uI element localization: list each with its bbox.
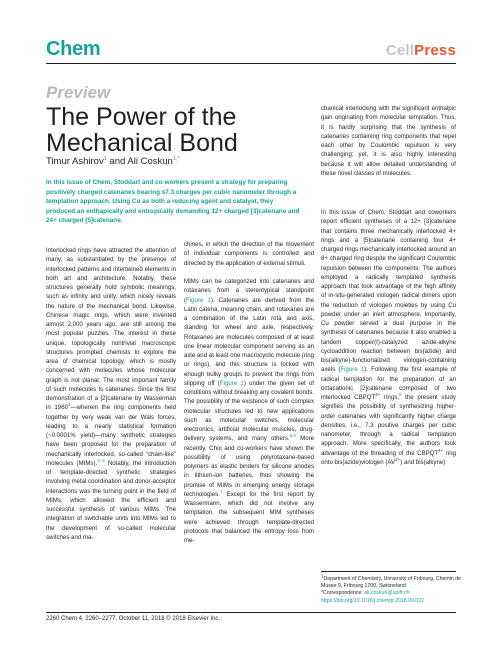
body-paragraph: chanical interlocking with the significant enthalpic gain originating from molecular templation. Thus, it is hardly surprising that the synthesis of catenanes containing ring components that repel each other by Coulombic repulsion is very challenging; yet, it is also highly interesting because it will allow detailed understanding of these novel classes of molecules. (321, 105, 456, 177)
reference-marker[interactable]: 2–4 (97, 457, 105, 463)
charge-superscript: 4+ (375, 391, 381, 397)
figure-link[interactable]: Figure 1 (219, 379, 244, 387)
reference-marker[interactable]: 8 (398, 391, 402, 397)
figure-link[interactable]: Figure 1 (340, 366, 365, 374)
header-divider (46, 63, 456, 64)
article-summary: In this issue of Chem, Stoddart and co-workers present a strategy for preparing positively charged catenanes bearing ≤7.3 charges per cubic nanometer through a templation approach. Using Cu as both a reducing agent and catalyst, they produced an enthapically and entropically demanding 12+ charged [3]catenane and 24+ charged [5]catenane. (46, 179, 300, 225)
journal-name: Chem (46, 38, 101, 60)
affiliation-divider (321, 571, 456, 572)
body-column-4 (321, 208, 456, 476)
correspondence: *Correspondence: ali.coskun@unifr.ch (321, 590, 410, 597)
body-paragraph: In this issue of Chem, Stoddart and coworkers report efficient syntheses of a 12+ [3]catenane that contains three mechanically interlocked 4+ rings and a [5]catenane containing four 4+ charged rings mechanically interlocked around an 8+ charged ring despite the significant Coulombic repulsion between the components. The authors employed a radically templated synthesis approach that took advantage of the high affinity of in-situ-generated viologen radical dimers upon the reduction of viologen moieties by using Cu powder under an inert atmosphere. Importantly, Cu powder served a dual purpose in the synthesis of catenanes because it also enabled a tandem copper(I)-catalyzed azide-alkyne cycloaddition reaction between bis(azide) and bis(alkyne)-functionalized viologen-containing axels (Figure 1). Following the first example of radical templation for the preparation of an octacationic [2]catenane composed of two interlocked $CBPQT^{4+}$ rings,$^8$ the present study signifies the possibility of synthesizing higher-order catenanes with significantly higher charge densities, i.e., 7.3 positive charges per cubic nanometer, through a radical templation approach. More specifically, the authors took advantage of the threading of the $CBPQT^{4+}$ ring onto bis(azide)viologen $(AV^{2+})$ and bis(alkyne) (321, 209, 457, 466)
figure-link[interactable]: Figure 1 (186, 296, 211, 304)
publisher-name-accent: Press (414, 42, 456, 59)
affiliation-marker: 1 (103, 155, 107, 162)
body-paragraph: Interlocked rings have attracted the attention of many, as substantiated by the presence of interlocked patterns and intertwined elements in both art and architecture. Notably, these structures generally hold symbolic meanings, such as infinity and unity, which nicely reveals the nature of the mechanical bond. Likewise, Chinese magic rings, which were invented almost 2,000 years ago, are still among the most popular puzzles. The interest in these unique, topologically nontrivial macroscopic structures prompted chemists to explore the area of chemical topology, which is mostly concerned with molecules whose molecular graph is not planar. The most important family of such molecules is catenanes. Since the first demonstration of a [2]catenane by Wasserman in 1960$^1$—wherein the ring components held together by very weak van der Wals forces, leading to a nearly statistical formation (~0.0001% yield)—many synthetic strategies have been proposed for the preparation of mechanically interlocked, so-called "chain-like" molecules (MIMs).$^{2-4}$ Notably, the introduction of template-directed synthetic strategies involving metal coordination and donor-acceptor interactions was the turning point in the field of MIMs, which allowed the efficient and successful synthesis of various MIMs. The integration of switchable units into MIMs led to the development of so-called molecular switches and ma- (46, 247, 176, 541)
author-list (46, 156, 180, 167)
publisher-name-main: Cell (385, 42, 415, 59)
body-paragraph: chines, in which the direction of the movement of individual components is controlled and directed by the application of external stimuli. (184, 241, 314, 267)
body-column-1 (46, 246, 176, 551)
author-name: Ali Coskun (127, 156, 173, 167)
publisher-logo (386, 42, 456, 59)
body-column-3 (321, 104, 456, 187)
page-footer: 2260 Chem 4, 2260–2277, October 11, 2018 © 2018 Elsevier Inc. (46, 616, 221, 622)
body-paragraph: MIMs can be categorized into catenanes and rotaxanes from a stereotypical standpoint (Figure 1). Catenanes are derived from the Latin catena, meaning chain, and rotaxanes are a combination of the Latin rota and axis, standing for wheel and axle, respectively. Rotaxanes are molecules composed of at least one linear molecular component serving as an axle and at least one macrocyclic molecule (ring or rings), and this structure is locked with enough bulky groups to prevent the rings from slipping off (Figure 1) under the given set of conditions without breaking any covalent bonds. The possibility of the existence of such complex molecular structures led to new applications such as molecular switches, molecular electronics, artificial molecular muscles, drug-delivery systems, and many others.$^{5,6}$ More recently, Choi and co-workers have shown the possibility of using polyrotaxane-based polymers as elastic binders for silicone anodes in lithium-ion batteries, thus showing the promise of MIMs in emerging energy storage technologies.$^7$ Except for the first report by Wassermann, which did not involve any templation, the subsequent MIM syntheses were achieved through template-directed protocols that balanced the entropy loss from me- (184, 278, 314, 544)
charge-superscript: 2+ (395, 456, 401, 462)
reference-marker[interactable]: 7 (219, 488, 223, 494)
article-title: The Power of the Mechanical Bond (46, 103, 238, 157)
email-link[interactable]: ali.coskun@unifr.ch (364, 590, 410, 597)
body-column-2 (184, 240, 314, 555)
footer-divider (46, 612, 456, 613)
author-conjunction: and (106, 156, 128, 167)
affiliation-marker: 1,* (172, 155, 180, 162)
reference-marker[interactable]: 1 (67, 402, 71, 408)
section-label: Preview (46, 83, 111, 102)
author-name: Timur Ashirov (46, 156, 104, 167)
doi-link[interactable]: https://doi.org/10.1016/j.chempr.2018.09.022 (321, 597, 424, 604)
reference-marker[interactable]: 5,6 (289, 433, 296, 439)
affiliation-block (321, 571, 461, 605)
charge-superscript: 4+ (438, 447, 444, 453)
affiliation-text: $^1$Department of Chemistry, University of Fribourg, Chemin de Musee 9, Fribourg 1700, Switzerland (321, 573, 461, 590)
